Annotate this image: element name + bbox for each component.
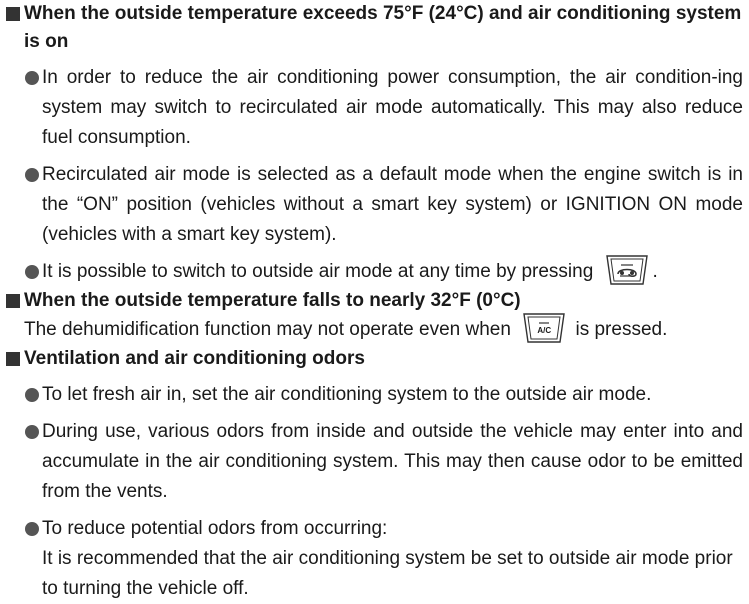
outside-air-mode-button-icon <box>603 254 651 286</box>
bullet-recirculation-auto <box>4 63 743 153</box>
bullet-text: It is possible to switch to outside air mode at any time by pressing <box>42 261 594 282</box>
square-bullet-icon <box>6 294 20 308</box>
bullet-text: In order to reduce the air conditioning power consumption, the air condition-ing system may switch to recirculated air mode automatically. This may also reduce fuel consumption. <box>42 67 743 148</box>
text-after: is pressed. <box>575 319 668 340</box>
circle-bullet-icon <box>25 388 39 402</box>
square-bullet-icon <box>6 7 20 21</box>
reduce-odors-recommendation <box>4 544 743 604</box>
bullet-text: To reduce potential odors from occurring: <box>42 518 388 539</box>
ac-button-icon <box>520 312 568 344</box>
bullet-end: . <box>652 261 658 282</box>
heading-text: When the outside temperature falls to nearly 32°F (0°C) <box>24 290 521 311</box>
square-bullet-icon <box>6 352 20 366</box>
sub-text: It is recommended that the air conditioning system be set to outside air mode prior to turning the vehicle off. <box>42 548 733 599</box>
bullet-text: To let fresh air in, set the air conditioning system to the outside air mode. <box>42 384 652 405</box>
bullet-text: Recirculated air mode is selected as a default mode when the engine switch is in the “ON” position (vehicles without a smart key system) or IGNITION ON mode (vehicles with a smart key system). <box>42 164 743 245</box>
bullet-switch-outside-air <box>4 257 743 287</box>
circle-bullet-icon <box>25 522 39 536</box>
heading-text: Ventilation and air conditioning odors <box>24 348 365 369</box>
circle-bullet-icon <box>25 71 39 85</box>
section-heading-odors <box>4 345 743 373</box>
section-heading-temp-exceeds <box>4 0 743 56</box>
bullet-fresh-air <box>4 380 743 410</box>
ac-label: A/C <box>537 325 552 335</box>
text-before: The dehumidification function may not operate even when <box>24 319 511 340</box>
circle-bullet-icon <box>25 265 39 279</box>
dehumidification-text <box>4 315 743 345</box>
circle-bullet-icon <box>25 168 39 182</box>
circle-bullet-icon <box>25 425 39 439</box>
bullet-text: During use, various odors from inside and outside the vehicle may enter into and accumulate in the air conditioning system. This may then cause odor to be emitted from the vents. <box>42 421 743 502</box>
section-heading-temp-falls <box>4 287 743 315</box>
bullet-reduce-odors <box>4 514 743 544</box>
bullet-odors-accumulate <box>4 417 743 507</box>
heading-text: When the outside temperature exceeds 75°F (24°C) and air conditioning system is on <box>24 3 742 52</box>
bullet-recirculation-default <box>4 160 743 250</box>
